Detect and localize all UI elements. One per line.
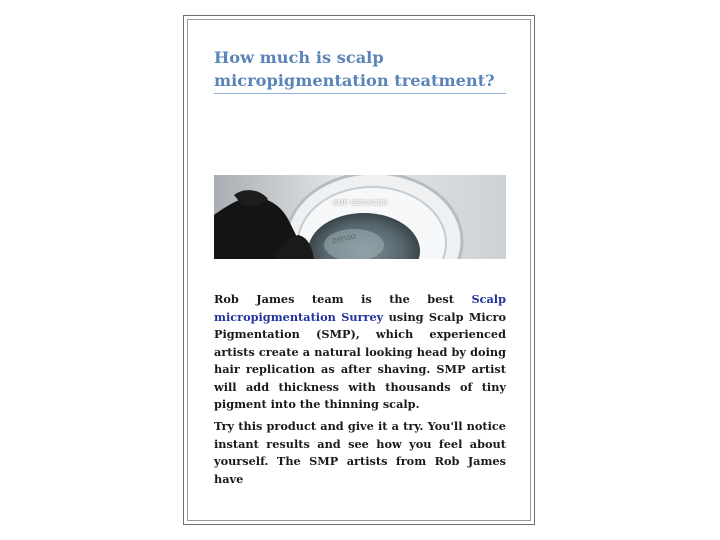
title-underline <box>214 93 506 94</box>
body-paragraph-1 <box>214 291 506 414</box>
banner-photo <box>214 175 506 259</box>
banner-logo-text: zenso <box>331 230 357 246</box>
paragraph-1-text-end: using Scalp Micro Pigmentation (SMP), which experienced artists create a natural looking head by doing hair replication as after shaving. SMP artist will add thickness with thousands of tiny pigment into the thinning scalp. <box>214 309 506 411</box>
banner-image <box>214 175 506 259</box>
paragraph-1-text-start: Rob James team is the best <box>214 292 472 306</box>
scalp-micropigmentation-surrey-link[interactable]: Scalp micropigmentation Surrey <box>214 292 506 324</box>
document-title: How much is scalp micropigmentation treatment? <box>214 48 495 90</box>
body-paragraph-2: Try this product and give it a try. You'll notice instant results and see how you feel about yourself. The SMP artists from Rob James have <box>214 419 506 486</box>
banner-caption: SMP SERVICES <box>332 200 388 207</box>
